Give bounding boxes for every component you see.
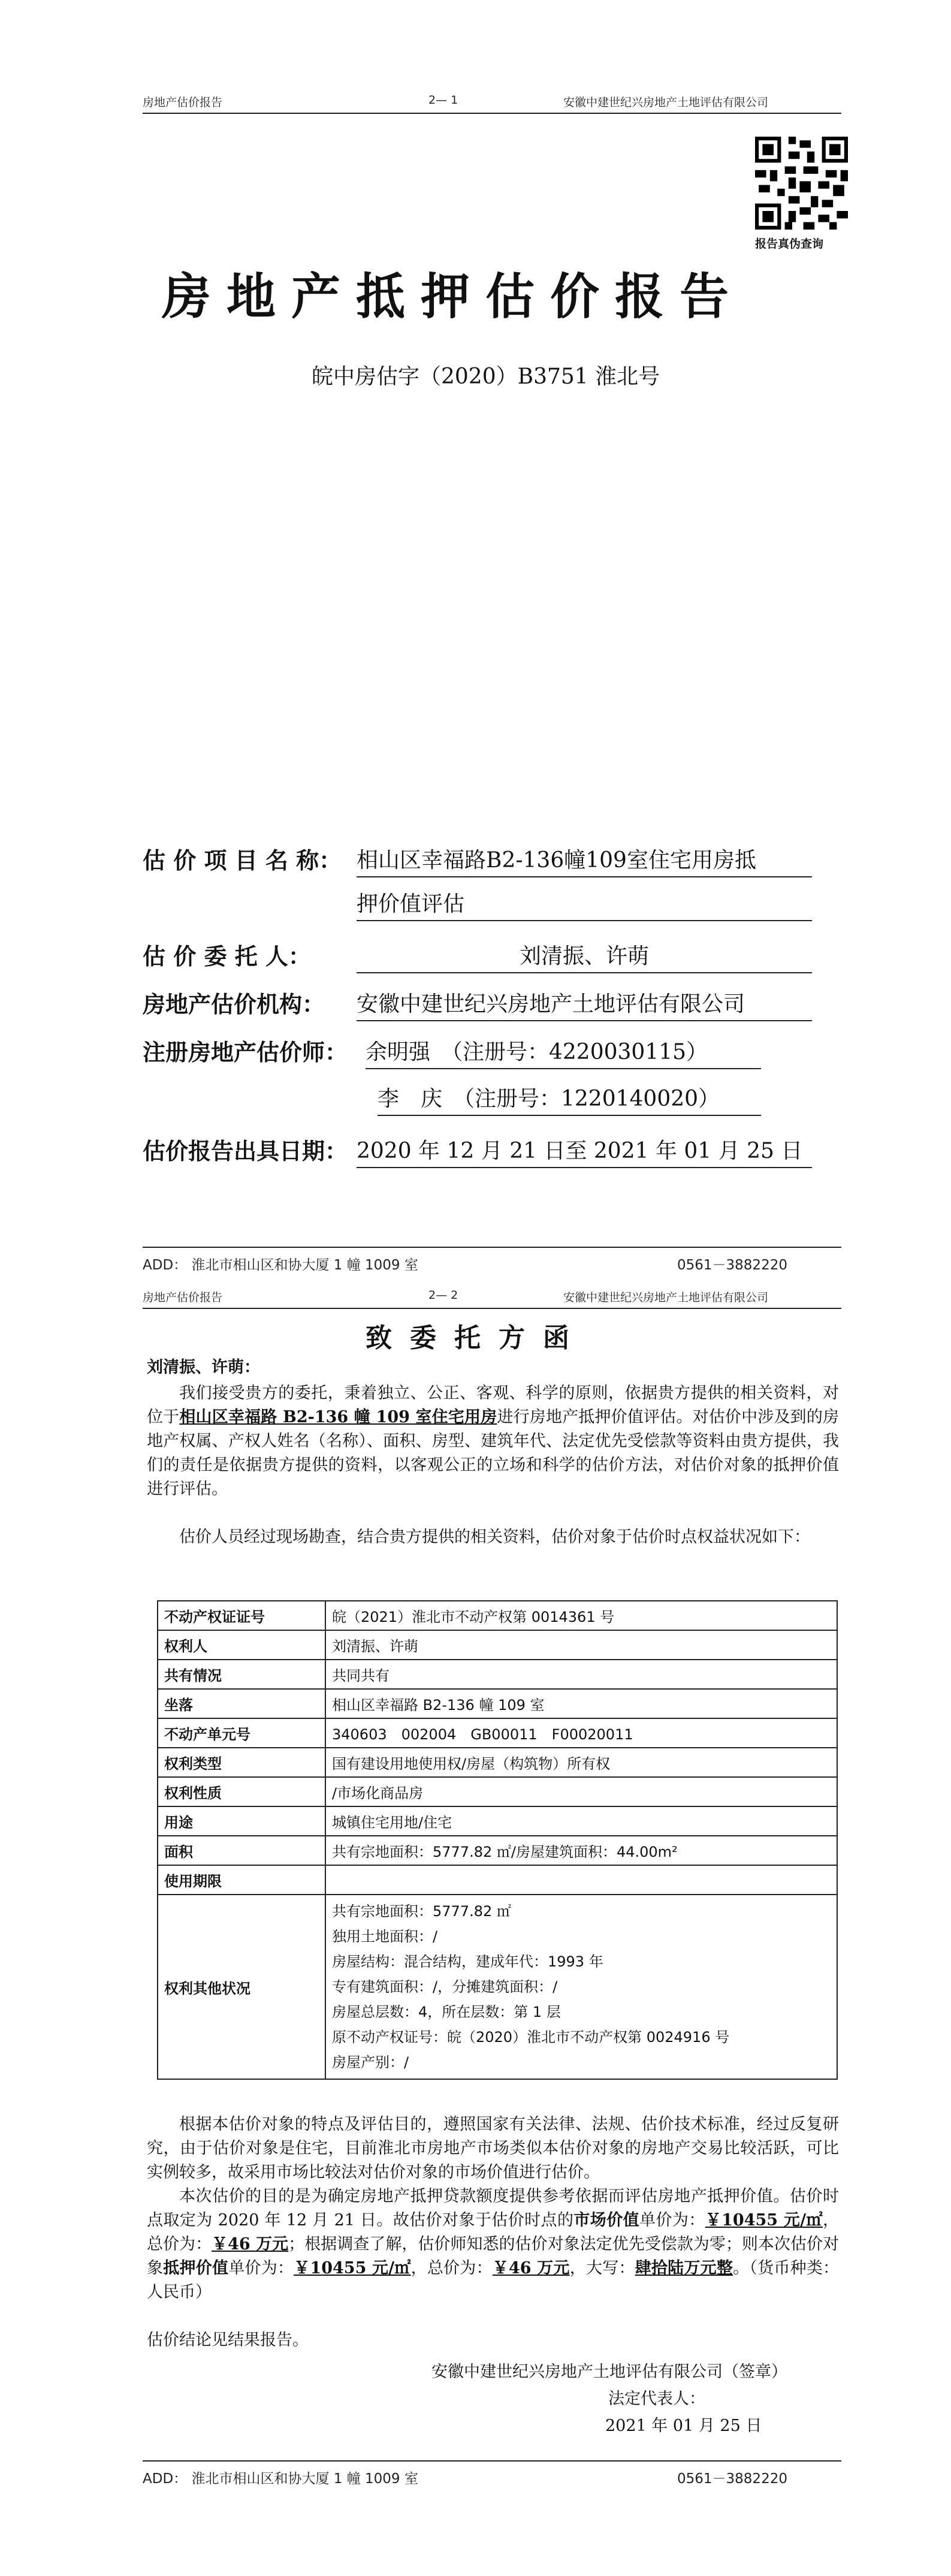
letter-paragraph-4: 本次估价的目的是为确定房地产抵押贷款额度提供参考依据而评估房地产抵押价值。估价时点取定为 2020 年 12 月 21 日。故估价对象于估价时点的市场价值单价为：￥10455 元/㎡，总价为：￥46 万元；根据调查了解，估价师知悉的估价对象法定优先受偿款为零；则本次估价对象抵押价值单价为：￥10455 元/㎡，总价为：￥46 万元，大写：肆拾陆万元整。（货币种类：人民币）: [147, 2187, 840, 2301]
table-row: 面积 共有宗地面积：5777.82 ㎡/房屋建筑面积：44.00m²: [158, 1836, 837, 1865]
page1-footer-address: ADD： 淮北市相山区和协大厦 1 幢 1009 室: [143, 1257, 418, 1273]
letter-paragraph-3: 根据本估价对象的特点及评估目的，遵照国家有关法律、法规、估价技术标准，经过反复研究，由于估价对象是住宅，目前淮北市房地产市场类似本估价对象的房地产交易比较活跃，可比实例较多，故采用市场比较法对估价对象的市场价值进行估价。: [147, 2115, 839, 2182]
letter-title: 致委托方函: [366, 1323, 587, 1353]
page1-header-left: 房地产估价报告: [143, 96, 223, 109]
qr-verify-label: 报告真伪查询: [755, 237, 824, 251]
field-value-appraiser-1: 余明强 （注册号：4220030115）: [366, 1035, 761, 1069]
report-title: 房地产抵押估价报告: [162, 268, 745, 325]
page1-header-right: 安徽中建世纪兴房地产土地评估有限公司: [563, 96, 769, 109]
other-status-line: 独用土地面积：/: [332, 1928, 438, 1945]
page1-header-page-number: 2— 1: [428, 93, 458, 107]
field-value-project-name: 相山区幸福路B2-136幢109室住宅用房抵: [357, 843, 812, 877]
page2-footer-phone: 0561－3882220: [677, 2471, 787, 2487]
field-label-issue-date: 估价报告出具日期：: [143, 1138, 348, 1165]
page2-header-right: 安徽中建世纪兴房地产土地评估有限公司: [563, 1291, 769, 1304]
property-rights-table: [157, 1600, 838, 2080]
field-label-appraiser: 注册房地产估价师：: [143, 1039, 348, 1066]
other-status-line: 共有宗地面积：5777.82 ㎡: [332, 1903, 511, 1920]
signature-date: 2021 年 01 月 25 日: [605, 2417, 762, 2435]
page2-header-page-number: 2— 2: [428, 1289, 458, 1302]
page1-header-rule: [143, 113, 841, 114]
field-value-project-name-cont: 押价值评估: [357, 887, 812, 921]
signature-legal-rep: 法定代表人：: [608, 2390, 705, 2408]
field-value-agency: 安徽中建世纪兴房地产土地评估有限公司: [357, 987, 812, 1021]
page2-header-rule: [143, 1308, 841, 1309]
page2-header-left: 房地产估价报告: [143, 1291, 223, 1304]
other-status-line: 原不动产权证号：皖（2020）淮北市不动产权第 0024916 号: [332, 2029, 730, 2046]
field-value-issue-date: 2020 年 12 月 21 日至 2021 年 01 月 25 日: [357, 1134, 812, 1168]
report-number: 皖中房估字（2020）B3751 淮北号: [312, 364, 660, 389]
signature-company: 安徽中建世纪兴房地产土地评估有限公司（签章）: [431, 2363, 787, 2381]
field-label-client: 估 价 委 托 人：: [143, 943, 311, 970]
table-row: 不动产权证证号 皖（2021）淮北市不动产权第 0014361 号: [158, 1601, 837, 1630]
table-row: 用途 城镇住宅用地/住宅: [158, 1806, 837, 1836]
table-row-other-status: 权利其他状况 共有宗地面积：5777.82 ㎡ 独用土地面积：/ 房屋结构：混合结构，建成年代：1993 年 专有建筑面积：/，分摊建筑面积：/ 房屋总层数：4，所在层数：第 1 层 原不动产权证号：皖（2020）淮北市不动产权第 0024916 号 房屋产别：/: [158, 1895, 837, 2079]
other-status-line: 房屋结构：混合结构，建成年代：1993 年: [332, 1953, 603, 1970]
letter-salutation: 刘清振、许萌：: [147, 1358, 260, 1377]
field-label-project-name: 估 价 项 目 名 称：: [143, 847, 342, 874]
other-status-line: 房屋总层数：4，所在层数：第 1 层: [332, 2004, 561, 2020]
table-row: 权利类型 国有建设用地使用权/房屋（构筑物）所有权: [158, 1748, 837, 1777]
table-row: 权利人 刘清振、许萌: [158, 1630, 837, 1660]
other-status-line: 房屋产别：/: [332, 2054, 409, 2071]
page2-footer-address: ADD： 淮北市相山区和协大厦 1 幢 1009 室: [143, 2471, 418, 2487]
table-row: 不动产单元号 340603 002004 GB00011 F00020011: [158, 1718, 837, 1748]
page1-footer-rule: [143, 1247, 841, 1248]
qr-code-icon: [755, 137, 848, 230]
other-status-line: 专有建筑面积：/，分摊建筑面积：/: [332, 1978, 558, 1995]
table-row: 坐落 相山区幸福路 B2-136 幢 109 室: [158, 1689, 837, 1718]
table-row: 使用期限: [158, 1865, 837, 1895]
table-row: 共有情况 共同共有: [158, 1660, 837, 1689]
letter-paragraph-2: 估价人员经过现场勘查，结合贵方提供的相关资料，估价对象于估价时点权益状况如下：: [179, 1528, 810, 1546]
letter-paragraph-5: 估价结论见结果报告。: [147, 2331, 309, 2349]
field-label-agency: 房地产估价机构：: [143, 991, 325, 1018]
field-value-appraiser-2: 李 庆 （注册号：1220140020）: [378, 1082, 761, 1116]
page2-footer-rule: [143, 2460, 841, 2462]
letter-paragraph-1: 我们接受贵方的委托，秉着独立、公正、客观、科学的原则，依据贵方提供的相关资料，对位于相山区幸福路 B2-136 幢 109 室住宅用房进行房地产抵押价值评估。对估价中涉及到的房地产权属、产权人姓名（名称）、面积、房型、建筑年代、法定优先受偿款等资料由贵方提供，我们的责任是依据贵方提供的资料，以客观公正的立场和科学的估价方法，对估价对象的抵押价值进行评估。: [147, 1384, 840, 1498]
table-row: 权利性质 /市场化商品房: [158, 1777, 837, 1806]
page1-footer-phone: 0561－3882220: [677, 1257, 787, 1273]
field-value-client: 刘清振、许萌: [357, 939, 812, 973]
